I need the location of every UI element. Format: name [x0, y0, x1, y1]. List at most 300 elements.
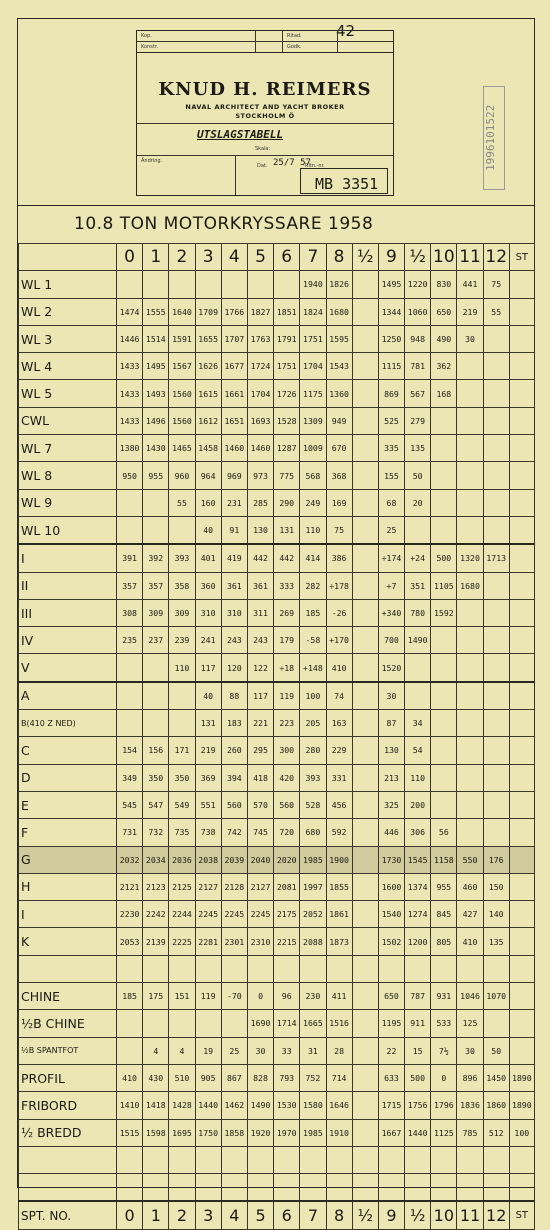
table-cell: 411 [326, 983, 352, 1010]
table-cell: 117 [195, 654, 221, 682]
table-cell: 269 [274, 599, 300, 626]
table-row [19, 1119, 535, 1146]
table-cell: 130 [378, 737, 404, 764]
table-cell: 1460 [221, 435, 247, 462]
table-cell: 1824 [300, 298, 326, 325]
table-cell: 1920 [247, 1119, 273, 1146]
table-cell: 30 [457, 325, 483, 352]
table-cell [509, 380, 534, 407]
table-row [19, 682, 535, 710]
table-row [19, 737, 535, 764]
table-cell: 361 [247, 572, 273, 599]
row-label: WL 1 [19, 271, 117, 298]
table-cell [221, 1174, 247, 1202]
table-cell [405, 682, 431, 710]
table-cell [457, 462, 483, 489]
table-cell: 1873 [326, 928, 352, 955]
row-label: III [19, 599, 117, 626]
table-cell [117, 1146, 143, 1173]
table-cell: 31 [300, 1037, 326, 1064]
table-cell [352, 1064, 378, 1091]
table-cell [483, 791, 509, 818]
table-cell [509, 1037, 534, 1064]
table-cell [457, 819, 483, 846]
table-cell: 169 [326, 489, 352, 516]
table-cell [431, 710, 457, 737]
table-cell: 2175 [274, 901, 300, 928]
table-cell [457, 955, 483, 982]
row-label: ½B SPANTFOT [19, 1037, 117, 1064]
table-cell [483, 516, 509, 544]
table-row [19, 1146, 535, 1173]
table-cell [509, 654, 534, 682]
table-cell: 2088 [300, 928, 326, 955]
table-cell: 1970 [274, 1119, 300, 1146]
table-cell: 1450 [483, 1064, 509, 1091]
table-cell: 282 [300, 572, 326, 599]
table-cell: 1125 [431, 1119, 457, 1146]
table-cell [483, 325, 509, 352]
table-cell [117, 1010, 143, 1037]
table-cell: 905 [195, 1064, 221, 1091]
table-cell: 280 [300, 737, 326, 764]
date-value: 25/7 57 [273, 158, 311, 168]
table-row [19, 544, 535, 572]
table-cell: 533 [431, 1010, 457, 1037]
table-cell: 0 [247, 983, 273, 1010]
table-cell: 1858 [221, 1119, 247, 1146]
table-cell [457, 654, 483, 682]
table-cell [352, 325, 378, 352]
table-cell [457, 489, 483, 516]
table-cell: 119 [195, 983, 221, 1010]
table-cell [509, 572, 534, 599]
table-cell [247, 955, 273, 982]
table-cell: 295 [247, 737, 273, 764]
table-cell: 949 [326, 407, 352, 434]
table-cell: 229 [326, 737, 352, 764]
table-cell: 391 [117, 544, 143, 572]
table-cell: 787 [405, 983, 431, 1010]
table-cell: 2244 [169, 901, 195, 928]
table-cell [143, 271, 169, 298]
table-cell: 15 [405, 1037, 431, 1064]
table-cell [300, 1146, 326, 1173]
table-cell: 2036 [169, 846, 195, 873]
column-footer: 7 [300, 1201, 326, 1229]
table-cell [195, 1174, 221, 1202]
offsets-table [18, 243, 535, 1230]
table-cell: 34 [405, 710, 431, 737]
table-row [19, 983, 535, 1010]
table-cell [352, 955, 378, 982]
table-cell [300, 1174, 326, 1202]
table-cell: 219 [457, 298, 483, 325]
table-cell: 55 [169, 489, 195, 516]
table-cell: 2125 [169, 873, 195, 900]
table-cell: 176 [483, 846, 509, 873]
table-cell: 1826 [326, 271, 352, 298]
table-cell [509, 710, 534, 737]
column-header: ½ [405, 244, 431, 271]
table-cell: 1515 [117, 1119, 143, 1146]
column-footer: 5 [247, 1201, 273, 1229]
drawing-title: UTSLAGSTABELL [197, 128, 284, 141]
table-cell: 1709 [195, 298, 221, 325]
column-header: 3 [195, 244, 221, 271]
table-cell [431, 1174, 457, 1202]
table-cell: 1009 [300, 435, 326, 462]
table-cell: 2121 [117, 873, 143, 900]
table-cell [143, 654, 169, 682]
table-cell: 1751 [300, 325, 326, 352]
table-cell [169, 710, 195, 737]
drawing-number: MB 3351 [315, 175, 379, 193]
table-cell [509, 955, 534, 982]
table-cell [483, 764, 509, 791]
table-cell: 830 [431, 271, 457, 298]
table-cell [509, 737, 534, 764]
table-cell: 1667 [378, 1119, 404, 1146]
column-footer: 4 [221, 1201, 247, 1229]
table-cell: 91 [221, 516, 247, 544]
table-cell [483, 1174, 509, 1202]
table-cell: 1410 [117, 1092, 143, 1119]
table-cell [143, 516, 169, 544]
table-cell: 964 [195, 462, 221, 489]
table-cell [352, 791, 378, 818]
table-cell: 2127 [247, 873, 273, 900]
table-cell: 1713 [483, 544, 509, 572]
row-label: ½ BREDD [19, 1119, 117, 1146]
table-cell: 911 [405, 1010, 431, 1037]
table-cell [378, 1174, 404, 1202]
table-cell [457, 1174, 483, 1202]
table-cell [483, 682, 509, 710]
column-header: 12 [483, 244, 509, 271]
table-row [19, 435, 535, 462]
table-cell [117, 710, 143, 737]
table-cell [352, 1037, 378, 1064]
table-cell: 185 [300, 599, 326, 626]
table-cell: 19 [195, 1037, 221, 1064]
table-cell: 230 [300, 983, 326, 1010]
table-cell: 2052 [300, 901, 326, 928]
table-cell: 7½ [431, 1037, 457, 1064]
table-cell [195, 271, 221, 298]
table-cell: 410 [117, 1064, 143, 1091]
table-cell: 745 [247, 819, 273, 846]
table-cell [483, 627, 509, 654]
table-cell: 130 [247, 516, 273, 544]
table-cell [509, 516, 534, 544]
table-cell: 1495 [378, 271, 404, 298]
table-cell: 74 [326, 682, 352, 710]
row-label: WL 4 [19, 353, 117, 380]
table-cell: 1651 [221, 407, 247, 434]
table-cell: 650 [378, 983, 404, 1010]
table-cell [352, 819, 378, 846]
table-cell [143, 710, 169, 737]
table-cell: 2032 [117, 846, 143, 873]
column-footer: 12 [483, 1201, 509, 1229]
table-cell: 410 [457, 928, 483, 955]
table-cell [457, 710, 483, 737]
table-cell [509, 764, 534, 791]
table-cell: 357 [117, 572, 143, 599]
table-cell [509, 544, 534, 572]
table-row [19, 873, 535, 900]
table-cell [483, 489, 509, 516]
table-cell: 2225 [169, 928, 195, 955]
table-cell [352, 1174, 378, 1202]
table-cell: 311 [247, 599, 273, 626]
table-cell: 358 [169, 572, 195, 599]
table-cell [483, 572, 509, 599]
table-cell [352, 710, 378, 737]
table-cell: 410 [326, 654, 352, 682]
table-cell: 1615 [195, 380, 221, 407]
table-cell: 720 [274, 819, 300, 846]
table-cell: 442 [274, 544, 300, 572]
table-cell: 1595 [326, 325, 352, 352]
table-cell: 650 [431, 298, 457, 325]
table-cell [352, 627, 378, 654]
table-cell [509, 407, 534, 434]
table-cell: 420 [274, 764, 300, 791]
table-cell: 2245 [247, 901, 273, 928]
table-cell [169, 1146, 195, 1173]
table-cell: 75 [326, 516, 352, 544]
table-cell: 528 [300, 791, 326, 818]
table-cell [326, 1146, 352, 1173]
table-cell: 1490 [405, 627, 431, 654]
table-cell: 560 [274, 791, 300, 818]
table-cell: 1680 [326, 298, 352, 325]
row-label: V [19, 654, 117, 682]
table-cell: 40 [195, 516, 221, 544]
table-cell: 781 [405, 353, 431, 380]
table-cell: 122 [247, 654, 273, 682]
table-cell: 714 [326, 1064, 352, 1091]
table-row [19, 380, 535, 407]
table-cell: 869 [378, 380, 404, 407]
table-cell: 309 [169, 599, 195, 626]
table-cell: 955 [431, 873, 457, 900]
table-row [19, 325, 535, 352]
row-label: G [19, 846, 117, 873]
table-cell [483, 1010, 509, 1037]
table-cell [117, 682, 143, 710]
table-cell [431, 407, 457, 434]
table-row [19, 298, 535, 325]
table-cell: 633 [378, 1064, 404, 1091]
table-cell: 1433 [117, 353, 143, 380]
table-cell: -26 [326, 599, 352, 626]
table-cell: 87 [378, 710, 404, 737]
table-cell: 50 [405, 462, 431, 489]
table-cell: 1380 [117, 435, 143, 462]
table-cell: 279 [405, 407, 431, 434]
table-cell: 1766 [221, 298, 247, 325]
table-cell: 171 [169, 737, 195, 764]
table-cell [352, 682, 378, 710]
table-cell: 592 [326, 819, 352, 846]
table-cell: 1756 [405, 1092, 431, 1119]
table-cell [509, 435, 534, 462]
table-cell: 30 [247, 1037, 273, 1064]
table-cell: 1545 [405, 846, 431, 873]
table-cell: 331 [326, 764, 352, 791]
table-cell: 1591 [169, 325, 195, 352]
table-cell: 135 [483, 928, 509, 955]
column-header: 2 [169, 244, 195, 271]
table-cell [247, 271, 273, 298]
table-cell [405, 1174, 431, 1202]
table-cell: 490 [431, 325, 457, 352]
table-cell [457, 599, 483, 626]
table-cell: 239 [169, 627, 195, 654]
table-cell [457, 380, 483, 407]
table-cell [431, 489, 457, 516]
row-label: H [19, 873, 117, 900]
table-cell: 120 [221, 654, 247, 682]
table-cell: 1580 [300, 1092, 326, 1119]
table-row [19, 710, 535, 737]
table-cell: 1940 [300, 271, 326, 298]
table-cell: 1860 [483, 1092, 509, 1119]
table-row [19, 846, 535, 873]
row-label: CWL [19, 407, 117, 434]
table-cell: 213 [378, 764, 404, 791]
table-cell: 75 [483, 271, 509, 298]
table-cell: 1430 [143, 435, 169, 462]
table-cell: 310 [195, 599, 221, 626]
table-cell: 551 [195, 791, 221, 818]
table-cell [483, 599, 509, 626]
table-cell: 1195 [378, 1010, 404, 1037]
table-cell [143, 682, 169, 710]
table-cell: 973 [247, 462, 273, 489]
table-cell: 1890 [509, 1092, 534, 1119]
table-cell [431, 627, 457, 654]
table-cell [117, 516, 143, 544]
footer-label: SPT. NO. [19, 1201, 117, 1229]
table-cell: 931 [431, 983, 457, 1010]
table-cell: 2215 [274, 928, 300, 955]
table-cell [509, 819, 534, 846]
table-cell: 1309 [300, 407, 326, 434]
table-cell [509, 489, 534, 516]
table-cell: 1175 [300, 380, 326, 407]
table-cell: 742 [221, 819, 247, 846]
table-cell: 1530 [274, 1092, 300, 1119]
table-cell: 100 [300, 682, 326, 710]
table-cell: 1598 [143, 1119, 169, 1146]
table-cell: 2127 [195, 873, 221, 900]
table-cell [221, 1146, 247, 1173]
table-cell: 2310 [247, 928, 273, 955]
table-cell: 290 [274, 489, 300, 516]
sheet-number: 42 [336, 22, 356, 40]
table-cell: 369 [195, 764, 221, 791]
table-cell [247, 1146, 273, 1173]
table-cell: 1070 [483, 983, 509, 1010]
column-footer: 0 [117, 1201, 143, 1229]
table-cell: 512 [483, 1119, 509, 1146]
table-cell: 1704 [300, 353, 326, 380]
table-cell: 28 [326, 1037, 352, 1064]
table-cell [352, 846, 378, 873]
table-cell: 1493 [143, 380, 169, 407]
table-row [19, 516, 535, 544]
table-cell: 1640 [169, 298, 195, 325]
row-label: I [19, 901, 117, 928]
table-cell [483, 737, 509, 764]
table-cell [352, 353, 378, 380]
table-cell: 386 [326, 544, 352, 572]
table-cell [352, 764, 378, 791]
table-cell: 368 [326, 462, 352, 489]
column-footer: ½ [352, 1201, 378, 1229]
table-cell: 419 [221, 544, 247, 572]
column-footer: 3 [195, 1201, 221, 1229]
table-cell [509, 1174, 534, 1202]
table-cell: 805 [431, 928, 457, 955]
table-cell: 300 [274, 737, 300, 764]
table-cell: 1695 [169, 1119, 195, 1146]
table-cell: 30 [378, 682, 404, 710]
row-label: D [19, 764, 117, 791]
table-cell: 752 [300, 1064, 326, 1091]
table-cell: 231 [221, 489, 247, 516]
godk-label: Godk. [287, 44, 302, 50]
table-cell: 50 [483, 1037, 509, 1064]
column-header: 9 [378, 244, 404, 271]
table-cell [352, 435, 378, 462]
table-cell: 1060 [405, 298, 431, 325]
table-cell: 1750 [195, 1119, 221, 1146]
table-cell [352, 380, 378, 407]
table-cell: 2038 [195, 846, 221, 873]
table-cell: 1474 [117, 298, 143, 325]
table-cell: 221 [247, 710, 273, 737]
table-cell: ÷18 [274, 654, 300, 682]
table-cell: 960 [169, 462, 195, 489]
table-cell [457, 627, 483, 654]
column-header: 6 [274, 244, 300, 271]
table-cell: 325 [378, 791, 404, 818]
column-footer: 6 [274, 1201, 300, 1229]
table-row [19, 1010, 535, 1037]
table-cell: 700 [378, 627, 404, 654]
table-cell: 1763 [247, 325, 273, 352]
table-cell [509, 325, 534, 352]
table-cell: 151 [169, 983, 195, 1010]
table-cell [117, 955, 143, 982]
table-cell: 525 [378, 407, 404, 434]
row-label: A [19, 682, 117, 710]
table-cell: 2242 [143, 901, 169, 928]
table-cell: 351 [405, 572, 431, 599]
table-cell: 333 [274, 572, 300, 599]
kop-label: Kop. [141, 33, 152, 39]
column-header: 4 [221, 244, 247, 271]
row-label: C [19, 737, 117, 764]
column-header: ST [509, 244, 534, 271]
table-cell [117, 489, 143, 516]
table-cell [509, 353, 534, 380]
